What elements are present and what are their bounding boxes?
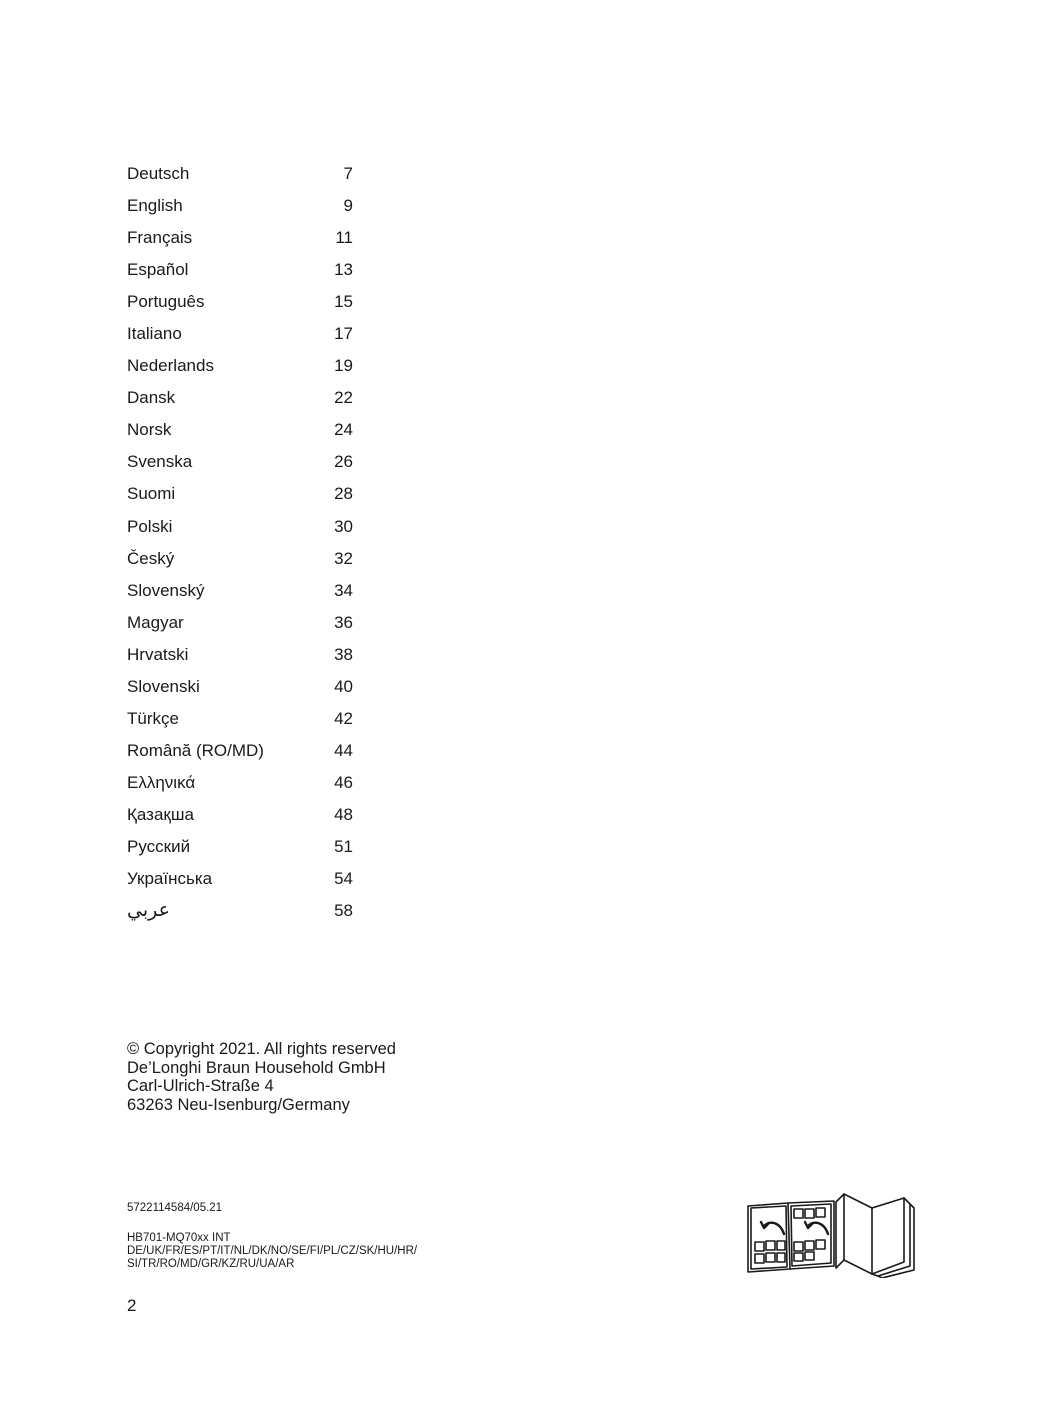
country-codes-line-2: SI/TR/RO/MD/GR/KZ/RU/UA/AR	[127, 1258, 295, 1270]
toc-entry	[127, 254, 353, 286]
copyright-notice: © Copyright 2021. All rights reserved	[127, 1040, 396, 1058]
toc-language: Suomi	[127, 484, 176, 504]
toc-page-number: 22	[334, 388, 353, 408]
toc-language: English	[127, 196, 183, 216]
toc-page-number: 30	[334, 516, 353, 536]
model-code: HB701-MQ70xx INT	[127, 1232, 231, 1244]
toc-page-number: 28	[334, 484, 353, 504]
table-of-contents	[127, 158, 353, 927]
toc-entry	[127, 382, 353, 414]
toc-language: Nederlands	[127, 356, 214, 376]
toc-page-number: 24	[334, 420, 353, 440]
toc-page-number: 11	[335, 228, 353, 248]
toc-language: Český	[127, 548, 175, 568]
toc-entry	[127, 575, 353, 607]
toc-language: Slovenský	[127, 580, 205, 600]
toc-language: Українська	[127, 869, 213, 889]
company-street: Carl-Ulrich-Straße 4	[127, 1077, 274, 1096]
toc-entry	[127, 639, 353, 671]
toc-language: عربي	[127, 900, 170, 922]
toc-page-number: 13	[334, 260, 353, 280]
toc-language: Deutsch	[127, 164, 190, 184]
toc-entry	[127, 158, 353, 190]
toc-page-number: 40	[334, 676, 353, 696]
toc-entry	[127, 190, 353, 222]
toc-page-number: 15	[334, 292, 353, 312]
toc-entry	[127, 703, 353, 735]
page-number: 2	[127, 1296, 137, 1315]
toc-entry	[127, 831, 353, 863]
toc-language: Türkçe	[127, 708, 179, 728]
toc-language: Hrvatski	[127, 644, 189, 664]
toc-page-number: 26	[334, 452, 353, 472]
toc-entry	[127, 222, 353, 254]
country-codes-line-1: DE/UK/FR/ES/PT/IT/NL/DK/NO/SE/FI/PL/CZ/SK/HU/HR/	[127, 1245, 418, 1257]
toc-language: Svenska	[127, 452, 193, 472]
toc-entry	[127, 607, 353, 639]
toc-language: Italiano	[127, 324, 182, 344]
toc-entry	[127, 446, 353, 478]
document-number: 5722114584/05.21	[127, 1202, 223, 1214]
toc-page-number: 9	[343, 196, 353, 216]
toc-page-number: 42	[334, 708, 353, 728]
toc-entry	[127, 350, 353, 382]
toc-page-number: 32	[334, 548, 353, 568]
document-codes	[127, 1202, 417, 1271]
fold-out-booklet-icon	[744, 1190, 920, 1278]
toc-entry	[127, 318, 353, 350]
toc-entry	[127, 414, 353, 446]
toc-language: Norsk	[127, 420, 172, 440]
toc-language: Română (RO/MD)	[127, 740, 264, 760]
toc-entry	[127, 767, 353, 799]
toc-language: Қазақша	[127, 804, 194, 824]
toc-language: Ελληνικά	[127, 772, 196, 792]
company-city: 63263 Neu-Isenburg/Germany	[127, 1096, 350, 1115]
toc-entry	[127, 286, 353, 318]
toc-page-number: 58	[334, 901, 353, 921]
toc-page-number: 7	[343, 164, 353, 184]
toc-entry	[127, 671, 353, 703]
toc-entry	[127, 511, 353, 543]
toc-page-number: 17	[334, 324, 353, 344]
toc-language: Português	[127, 292, 205, 312]
toc-page-number: 46	[334, 772, 353, 792]
toc-language: Slovenski	[127, 676, 200, 696]
toc-page-number: 19	[334, 356, 353, 376]
toc-language: Español	[127, 260, 189, 280]
toc-entry	[127, 863, 353, 895]
toc-page-number: 54	[334, 869, 353, 889]
toc-language: Dansk	[127, 388, 176, 408]
toc-page-number: 34	[334, 580, 353, 600]
company-name: De’Longhi Braun Household GmbH	[127, 1058, 386, 1077]
toc-page-number: 38	[334, 644, 353, 664]
toc-page-number: 44	[334, 740, 353, 760]
toc-page-number: 36	[334, 612, 353, 632]
toc-entry	[127, 543, 353, 575]
toc-page-number: 51	[334, 837, 353, 856]
toc-entry	[127, 895, 353, 927]
toc-entry	[127, 735, 353, 767]
toc-entry	[127, 478, 353, 510]
toc-entry	[127, 799, 353, 831]
toc-language: Magyar	[127, 612, 184, 632]
toc-language: Français	[127, 228, 193, 248]
toc-language: Русский	[127, 837, 191, 856]
toc-language: Polski	[127, 516, 173, 536]
copyright-block	[127, 1040, 396, 1115]
toc-page-number: 48	[334, 804, 353, 824]
